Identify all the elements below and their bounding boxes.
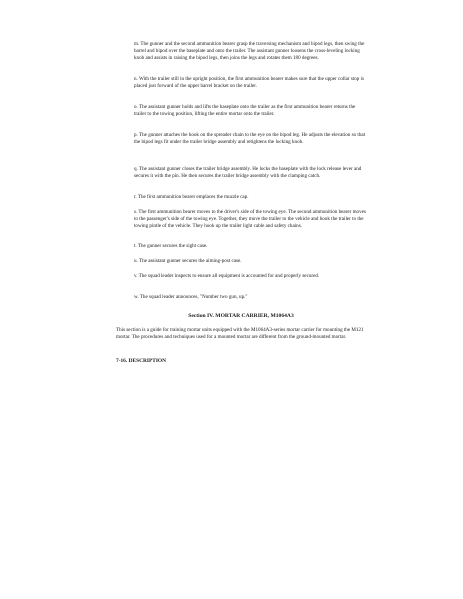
step-w: w. The squad leader announces, "Number two gun, up." bbox=[134, 294, 248, 300]
step-m: m. The gunner and the second ammunition bearer grasp the traversing mechanism and bipod legs, then swing the barrel and bipod over the baseplate and onto the trailer. The assistant gunner loosens the cross-leveling locking knob and assists in raising the bipod legs, then joins the legs and rotates them 180 degrees. bbox=[134, 41, 365, 62]
step-q: q. The assistant gunner closes the trailer bridge assembly. He locks the baseplate with the lock release lever and secures it with the pin. He then secures the trailer bridge assembly with the clamping catch. bbox=[134, 166, 362, 180]
step-r: r. The first ammunition bearer emplaces the muzzle cap. bbox=[134, 194, 249, 200]
step-n: n. With the trailer still in the upright position, the first ammunition bearer makes sure that the upper collar stop is placed just forward of the upper barrel bracket on the trailer. bbox=[134, 76, 365, 90]
step-v: v. The squad leader inspects to ensure all equipment is accounted for and properly secured. bbox=[134, 273, 320, 279]
step-p: p. The gunner attaches the hook on the spreader chain to the eye on the bipod leg. He adjusts the elevation so that the bipod legs fit under the trailer bridge assembly and retightens the locking knob. bbox=[134, 132, 366, 146]
section-heading: Section IV. MORTAR CARRIER, M1064A3 bbox=[188, 313, 294, 319]
step-o: o. The assistant gunner holds and lifts the baseplate onto the trailer as the first ammunition bearer returns the trailer to the towing position, lifting the entire mortar onto the trailer. bbox=[134, 104, 356, 118]
step-u: u. The assistant gunner secures the aiming-post case. bbox=[134, 258, 242, 264]
step-s: s. The first ammunition bearer moves to the driver's side of the towing eye. The second ammunition bearer moves to the passenger's side of the towing eye. Together, they move the trailer to the vehicle and hook the trailer to the towing pintle of the vehicle. They hook up the trailer light cable and safety chains. bbox=[134, 209, 366, 230]
step-t: t. The gunner secures the sight case. bbox=[134, 243, 208, 249]
section-intro: This section is a guide for training mortar units equipped with the M1064A3-series mortar carrier for mounting the M121 mortar. The procedures and techniques used for a mounted mortar are different from the ground-mounted mortar. bbox=[116, 327, 364, 341]
paragraph-heading: 7-16. DESCRIPTION bbox=[116, 358, 167, 364]
